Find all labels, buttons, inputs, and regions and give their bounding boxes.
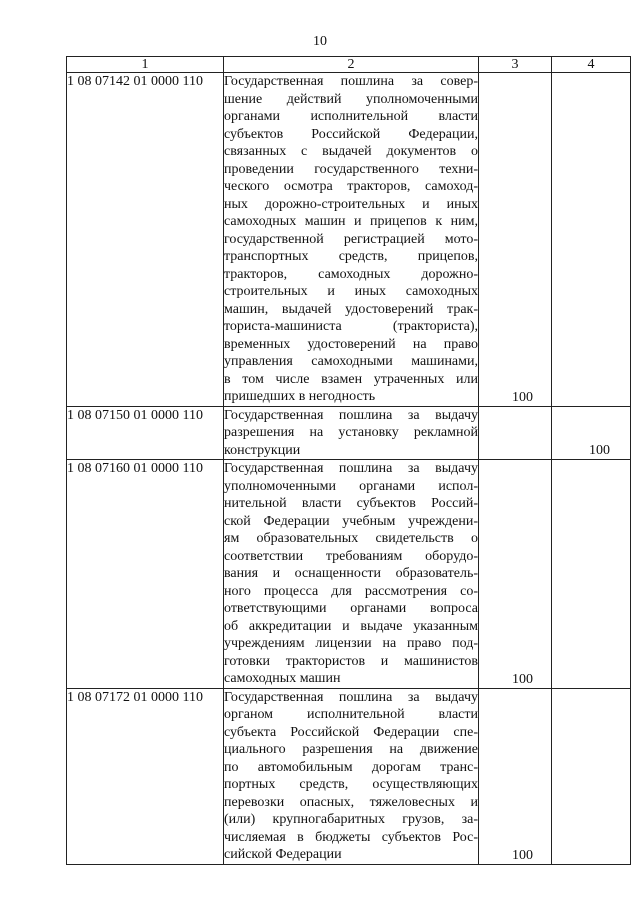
table-row: [67, 688, 631, 864]
description-line: портных средств, осуществляющих: [224, 777, 478, 792]
description-line: ответствующими органами вопроса: [224, 601, 478, 616]
description-line: государственной регистрацией мото-: [224, 231, 478, 247]
column-3-cell: [479, 73, 552, 407]
description-line: субъекта Российской Федерации спе-: [224, 724, 478, 740]
budget-code-cell: 1 08 07150 01 0000 110: [67, 406, 224, 460]
column-4-cell: [552, 73, 631, 407]
description-line: готовки трактористов и машинистов: [224, 653, 478, 669]
description-cell: [224, 688, 479, 864]
description-line: ных дорожно-строительных и иных: [224, 196, 478, 212]
description-line: Государственная пошлина за выдачу: [224, 461, 478, 476]
budget-code-cell: 1 08 07160 01 0000 110: [67, 460, 224, 689]
description-line: сийской Федерации: [224, 847, 342, 862]
column-4-cell: [552, 460, 631, 689]
column-header-2: 2: [224, 57, 479, 73]
column-4-cell: [552, 688, 631, 864]
description-line: временных удостоверений на право: [224, 336, 478, 352]
description-line: шение действий уполномоченными: [224, 91, 478, 107]
description-line: ного процесса для рассмотрения со-: [224, 583, 478, 599]
table-header-row: [67, 57, 631, 73]
column-3-cell: [479, 406, 552, 460]
description-line: проведении государственного техни-: [224, 161, 478, 177]
description-line: вания и оснащенности образователь-: [224, 566, 478, 581]
column-4-cell: [552, 406, 631, 460]
column-header-3: 3: [479, 57, 552, 73]
description-line: разрешения на установку рекламной: [224, 425, 478, 440]
description-line: уполномоченными органами испол-: [224, 478, 478, 494]
description-line: самоходных машин и прицепов к ним,: [224, 214, 478, 229]
page-number: 10: [313, 34, 327, 49]
description-cell: [224, 73, 479, 407]
description-line: машин, выдачей удостоверений трак-: [224, 301, 478, 317]
description-line: пришедших в негодность: [224, 389, 376, 404]
description-line: строительных и иных самоходных: [224, 284, 478, 299]
column-3-cell: [479, 688, 552, 864]
budget-revenue-table: [66, 56, 631, 865]
description-line: ческого осмотра тракторов, самоход-: [224, 179, 478, 194]
description-line: учреждениям лицензии на право под-: [224, 636, 478, 651]
description-line: об аккредитации и выдаче указанным: [224, 618, 478, 634]
column-3-value: 100: [512, 847, 533, 863]
description-line: нительной власти субъектов Россий-: [224, 496, 478, 511]
budget-code-cell: 1 08 07142 01 0000 110: [67, 73, 224, 407]
column-4-value: 100: [589, 443, 610, 458]
description-line: связанных с выдачей документов о: [224, 144, 478, 159]
column-header-1: 1: [67, 57, 224, 73]
description-line: соответствии требованиям оборудо-: [224, 548, 478, 564]
table-row: [67, 460, 631, 689]
description-line: конструкции: [224, 442, 301, 458]
budget-code-cell: 1 08 07172 01 0000 110: [67, 688, 224, 864]
description-line: субъектов Российской Федерации,: [224, 126, 478, 142]
column-header-4: 4: [552, 57, 631, 73]
description-cell: [224, 460, 479, 689]
description-line: (или) крупногабаритных грузов, за-: [224, 812, 478, 827]
description-line: Государственная пошлина за выдачу: [224, 689, 478, 705]
description-line: ториста-машиниста (тракториста),: [224, 319, 478, 334]
column-3-cell: [479, 460, 552, 689]
description-line: тракторов, самоходных дорожно-: [224, 266, 478, 282]
description-line: циального разрешения на движение: [224, 742, 478, 757]
description-line: числяемая в бюджеты субъектов Рос-: [224, 829, 478, 845]
description-line: управления самоходными машинами,: [224, 354, 478, 369]
description-line: по автомобильным дорогам транс-: [224, 759, 478, 775]
description-cell: [224, 406, 479, 460]
description-line: самоходных машин: [224, 671, 341, 686]
description-line: органом исполнительной власти: [224, 707, 478, 722]
table-row: [67, 73, 631, 407]
description-line: ям образовательных свидетельств о: [224, 531, 478, 546]
description-line: транспортных средств, прицепов,: [224, 249, 478, 264]
description-line: ской Федерации учебным учреждени-: [224, 513, 478, 529]
description-line: органами исполнительной власти: [224, 109, 478, 124]
table-row: [67, 406, 631, 460]
description-line: в том числе взамен утраченных или: [224, 371, 478, 387]
description-line: перевозки опасных, тяжеловесных и: [224, 794, 478, 810]
description-line: Государственная пошлина за совер-: [224, 74, 478, 89]
description-line: Государственная пошлина за выдачу: [224, 407, 478, 423]
column-3-value: 100: [512, 671, 533, 687]
column-3-value: 100: [512, 389, 533, 405]
